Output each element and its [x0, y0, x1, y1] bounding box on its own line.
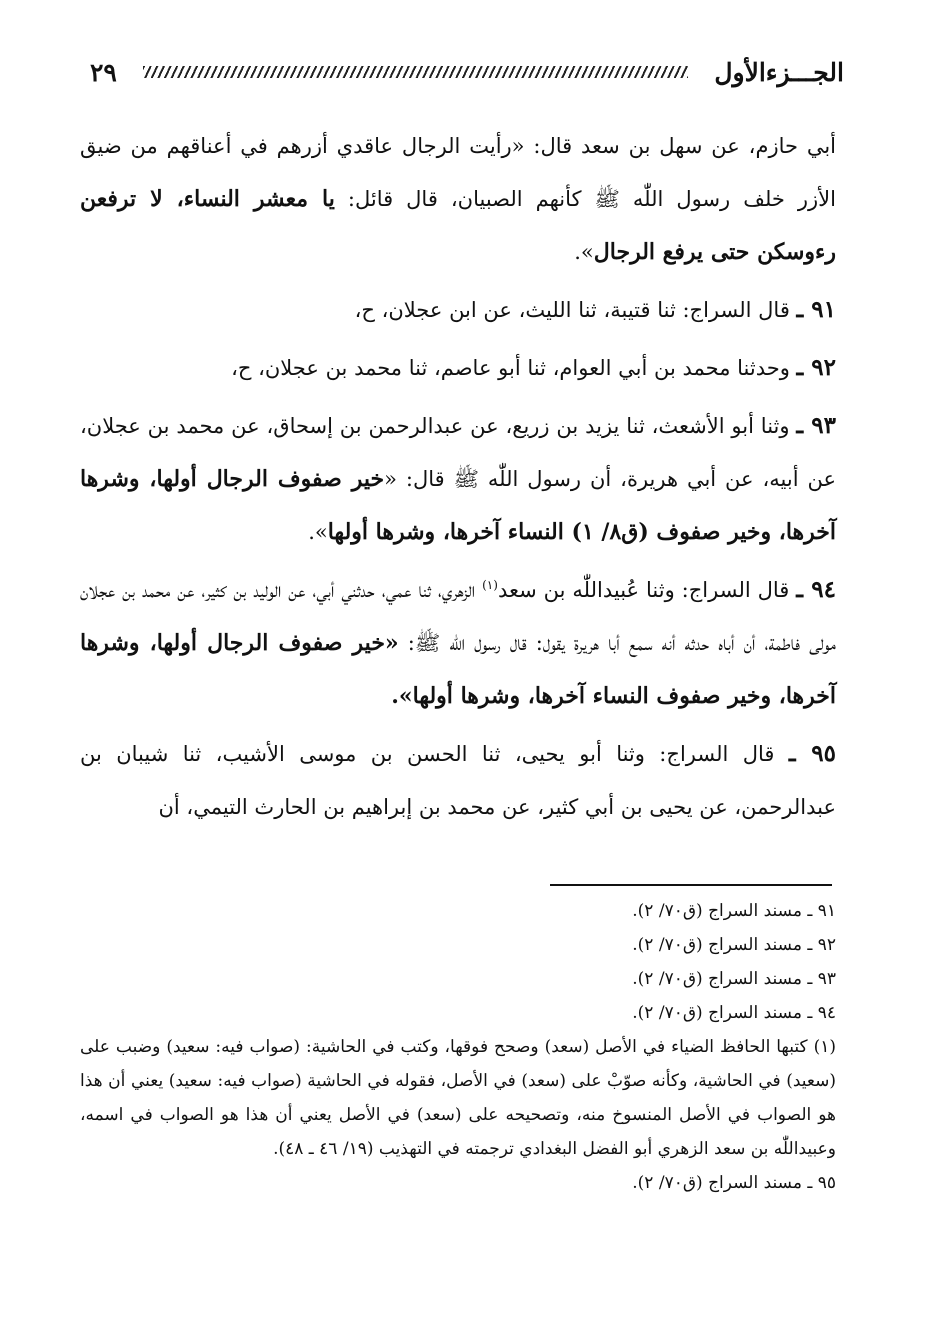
page-header — [90, 50, 844, 94]
footnote-separator — [550, 884, 832, 886]
paragraph-end: ». — [574, 240, 594, 264]
page-number: ٢٩ — [90, 57, 117, 87]
hadith-matn: خير صفوف الرجال أولها، وشرها آخرها، وخير صفوف (ق٨/ ١) النساء آخرها، وشرها أولها — [80, 466, 836, 545]
main-text — [80, 120, 836, 838]
footnote-1: (١) كتبها الحافظ الضياء في الأصل (سعد) وصحح فوقها، وكتب في الحاشية: (صواب فيه: سعيد) وضبب على (سعيد) في الحاشية، وكأنه صوّبْ على (سعد) في الأصل، فقوله في الحاشية (صواب فيه: سعيد) يعني أن هذا هو الصواب في الأصل المنسوخ منه، وتصحيحه على (سعد) في الأصل يعني أن هذا هو الصواب في اسمه، وعبيداللّٰه بن سعد الزهري أبو الفضل البغدادي ترجمته في التهذيب (١٩/ ٤٦ ـ ٤٨). — [80, 1037, 836, 1159]
paragraph-text: وحدثنا محمد بن أبي العوام، ثنا أبو عاصم، ثنا محمد بن عجلان، ح، — [231, 356, 797, 380]
hadith-95 — [80, 727, 836, 834]
footnote-94: ٩٤ ـ مسند السراج (ق٧٠/ ٢). — [632, 1003, 836, 1023]
paragraph-text: قال السراج: ثنا قتيبة، ثنا الليث، عن ابن عجلان، ح، — [354, 298, 797, 322]
hadith-93 — [80, 399, 836, 559]
paragraph-text: وثنا أبو الأشعث، ثنا يزيد بن زريع، عن عبدالرحمن بن إسحاق، عن محمد بن عجلان، عن أبيه، عن أبي هريرة، أن رسول اللّٰه ﷺ قال: « — [80, 414, 836, 491]
footnote-91: ٩١ ـ مسند السراج (ق٧٠/ ٢). — [632, 901, 836, 921]
footnote-95: ٩٥ ـ مسند السراج (ق٧٠/ ٢). — [632, 1173, 836, 1193]
paragraph-continuation — [80, 120, 836, 279]
hadith-number: ٩٣ ـ — [796, 412, 837, 439]
hadith-number: ٩١ ـ — [796, 296, 836, 323]
footnote-marker[interactable]: (١) — [482, 578, 498, 592]
paragraph-text: الزهري، ثنا عمي، حدثني أبي، عن الوليد بن كثير، عن محمد بن عجلان مولى فاطمة، أن أباه حدثه أنه سمع أبا هريرة يقول: قال رسول اللّٰه ﷺ: — [80, 578, 836, 655]
hadith-matn: يا معشر النساء، لا ترفعن رءوسكن حتى يرفع الرجال — [80, 186, 836, 265]
running-title: الجـــزءالأول — [714, 57, 844, 87]
hadith-94 — [80, 563, 836, 723]
hadith-number: ٩٢ ـ — [796, 354, 836, 381]
hadith-91 — [80, 283, 836, 337]
hadith-matn: «خير صفوف الرجال أولها، وشرها آخرها، وخير صفوف النساء آخرها، وشرها أولها». — [80, 630, 836, 709]
paragraph-text: قال السراج: وثنا عُبيداللّٰه بن سعد — [497, 578, 797, 602]
footnotes — [80, 894, 836, 1200]
hadith-number: ٩٤ ـ — [796, 576, 836, 603]
paragraph-text: قال السراج: وثنا أبو يحيى، ثنا الحسن بن موسى الأشيب، ثنا شيبان بن عبدالرحمن، عن يحيى بن أبي كثير، عن محمد بن إبراهيم بن الحارث التيمي، أن — [80, 742, 836, 819]
paragraph-text: أبي حازم، عن سهل بن سعد قال: «رأيت الرجال عاقدي أزرهم في أعناقهم من ضيق الأزر خلف رسول اللّٰه ﷺ كأنهم الصبيان، قال قائل: — [80, 134, 836, 211]
paragraph-end: ». — [308, 520, 328, 544]
footnote-93: ٩٣ ـ مسند السراج (ق٧٠/ ٢). — [632, 969, 836, 989]
hadith-92 — [80, 341, 836, 395]
header-rule — [143, 66, 688, 78]
footnote-92: ٩٢ ـ مسند السراج (ق٧٠/ ٢). — [632, 935, 836, 955]
hadith-number: ٩٥ ـ — [788, 740, 836, 767]
